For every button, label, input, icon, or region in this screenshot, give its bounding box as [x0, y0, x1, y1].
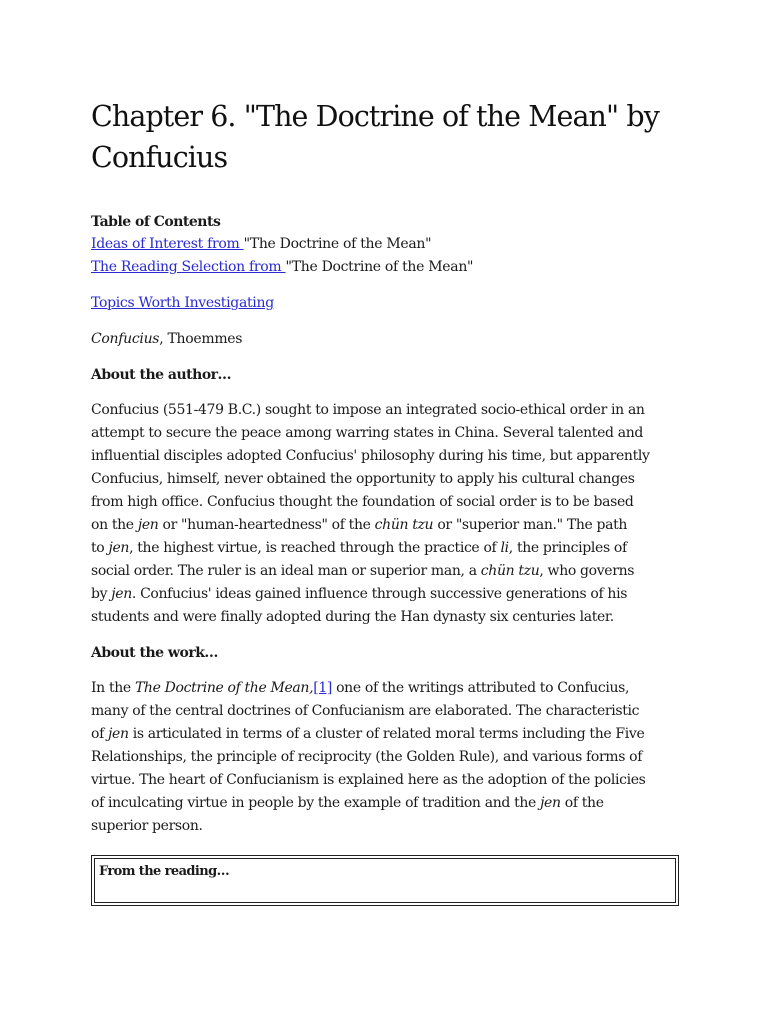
italic-term: chün tzu [374, 517, 434, 533]
text-run: virtue. The heart of Confucianism is explained here as the adoption of the policies [91, 772, 646, 788]
text-run: by [91, 586, 112, 602]
text-run: Confucius (551-479 B.C.) sought to impose an integrated socio-ethical order in an [91, 402, 645, 418]
citation-publisher: , Thoemmes [159, 331, 243, 347]
about-work-line [91, 700, 678, 723]
toc-link-topics[interactable]: Topics Worth Investigating [91, 295, 274, 311]
toc-item-topics [91, 292, 678, 315]
text-run: of [91, 726, 109, 742]
text-run: students and were finally adopted during the Han dynasty six centuries later. [91, 609, 614, 625]
italic-term: jen [540, 795, 561, 811]
about-author-line [91, 606, 678, 629]
toc-item-reading [91, 256, 678, 279]
toc-link-reading[interactable]: The Reading Selection from [91, 259, 286, 275]
toc-item-ideas-rest: "The Doctrine of the Mean" [243, 236, 432, 252]
text-run: of inculcating virtue in people by the example of tradition and the [91, 795, 541, 811]
text-run: of the [560, 795, 604, 811]
italic-term: chün tzu [480, 563, 540, 579]
text-run: . Confucius' ideas gained influence through successive generations of his [131, 586, 628, 602]
text-run: attempt to secure the peace among warring states in China. Several talented and [91, 425, 644, 441]
citation-title: Confucius [91, 331, 160, 347]
about-author-heading: About the author… [91, 367, 232, 383]
about-work-paragraph [91, 677, 678, 838]
about-author-line [91, 445, 678, 468]
text-run: , the principles of [508, 540, 627, 556]
citation [91, 328, 678, 351]
italic-term: jen [111, 586, 132, 602]
about-author-line [91, 583, 678, 606]
about-author-line [91, 491, 678, 514]
about-author-line [91, 422, 678, 445]
text-run: social order. The ruler is an ideal man or superior man, a [91, 563, 481, 579]
italic-term: jen [108, 726, 129, 742]
toc-heading: Table of Contents [91, 214, 221, 230]
italic-term: jen [137, 517, 159, 533]
toc-item-reading-rest: "The Doctrine of the Mean" [285, 259, 474, 275]
text-run: on the [91, 517, 138, 533]
about-author-line [91, 514, 678, 537]
title-line-2: Confucius [91, 141, 228, 174]
text-run: , the highest virtue, is reached through the practice of [129, 540, 501, 556]
toc-link-ideas[interactable]: Ideas of Interest from [91, 236, 244, 252]
text-run: or "superior man." The path [433, 517, 628, 533]
italic-term: jen [108, 540, 130, 556]
text-run: from high office. Confucius thought the foundation of social order is to be based [91, 494, 634, 510]
text-run: superior person. [91, 818, 203, 834]
about-work-line [91, 723, 678, 746]
about-work-heading: About the work… [91, 645, 218, 661]
text-run: many of the central doctrines of Confucianism are elaborated. The characteristic [91, 703, 640, 719]
about-work-line [91, 746, 678, 769]
italic-term: The Doctrine of the Mean, [134, 680, 314, 696]
about-work-line [91, 792, 678, 815]
title-line-1: Chapter 6. "The Doctrine of the Mean" by [91, 100, 659, 133]
page-title [91, 96, 678, 178]
about-author-paragraph [91, 399, 678, 629]
text-run: influential disciples adopted Confucius' philosophy during his time, but apparently [91, 448, 650, 464]
toc-item-ideas [91, 233, 678, 256]
reading-box [91, 855, 679, 906]
text-run: is articulated in terms of a cluster of related moral terms including the Five [128, 726, 645, 742]
about-author-line [91, 537, 678, 560]
text-run: Relationships, the principle of reciprocity (the Golden Rule), and various forms of [91, 749, 643, 765]
about-work-line [91, 677, 678, 700]
about-author-line [91, 399, 678, 422]
italic-term: li [500, 540, 509, 556]
about-work-line [91, 815, 678, 838]
about-author-line [91, 468, 678, 491]
footnote-link[interactable]: [1] [313, 680, 332, 696]
reading-box-label: From the reading… [94, 858, 676, 903]
text-run: or "human-heartedness" of the [158, 517, 375, 533]
text-run: , who governs [539, 563, 635, 579]
about-work-line [91, 769, 678, 792]
text-run: In the [91, 680, 135, 696]
text-run: one of the writings attributed to Confucius, [331, 680, 630, 696]
text-run: to [91, 540, 109, 556]
about-author-line [91, 560, 678, 583]
text-run: Confucius, himself, never obtained the opportunity to apply his cultural changes [91, 471, 635, 487]
